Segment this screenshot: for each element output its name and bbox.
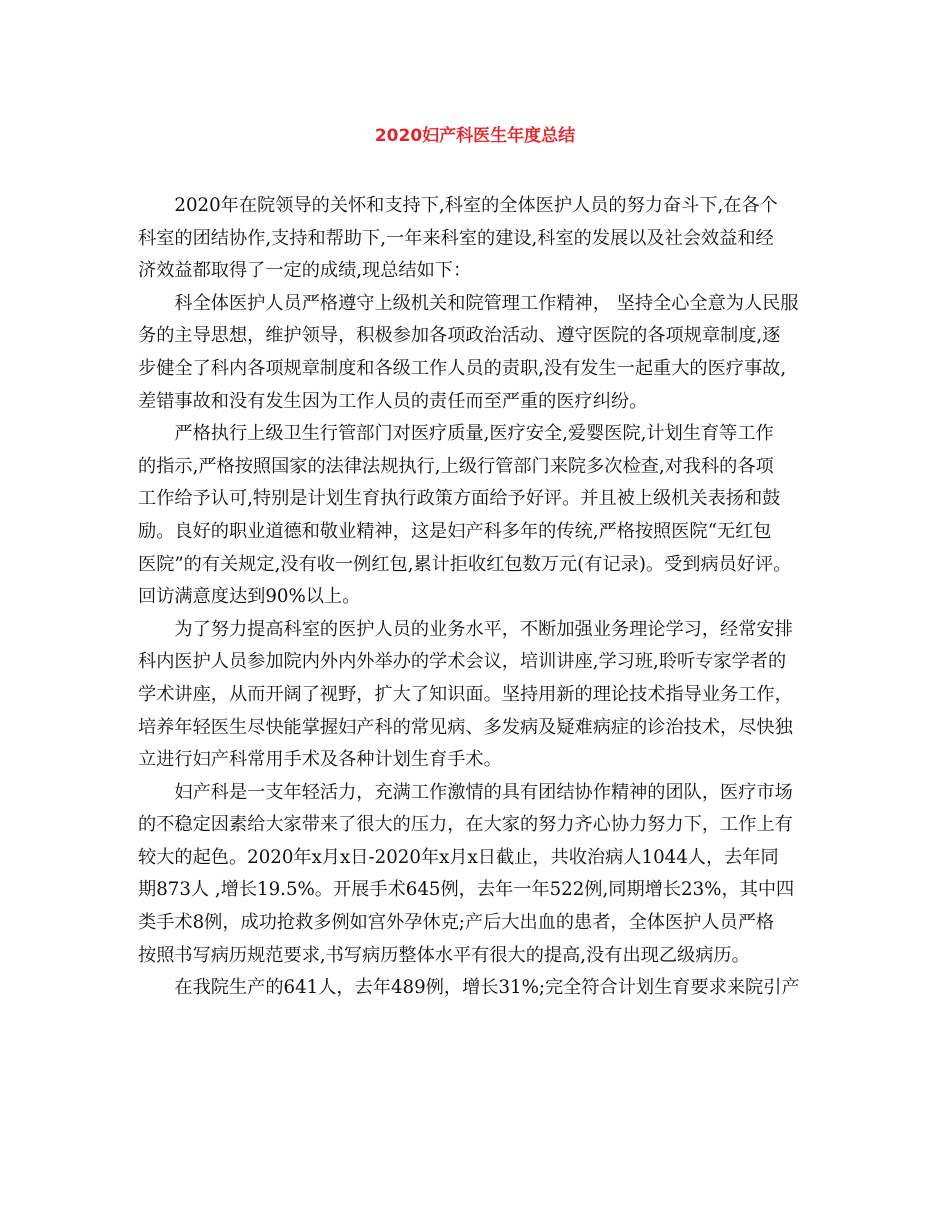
paragraph-2: 科全体医护人员严格遵守上级机关和院管理工作精神， 坚持全心全意为人民服 务的主导思想，维护领导，积极参加各项政治活动、遵守医院的各项规章制度,逐 步健全了科内各项规章制度和各级工作人员的责职,没有发生一起重大的医疗事故, 差错事故和没有发生因为工作人员的责任而至严重的医疗纠纷。: [138, 292, 799, 412]
paragraph-4: 为了努力提高科室的医护人员的业务水平，不断加强业务理论学习，经常安排 科内医护人员参加院内外内外举办的学术会议，培训讲座,学习班,聆听专家学者的 学术讲座，从而开阔了视野，扩大了知识面。坚持用新的理论技术指导业务工作， 培养年轻医生尽快能掌握妇产科的常见病、多发病及疑难病症的诊治技术，尽快独 立进行妇产科常用手术及各种计划生育手术。: [138, 618, 793, 771]
paragraph-5: 妇产科是一支年轻活力，充满工作激情的具有团结协作精神的团队，医疗市场 的不稳定因素给大家带来了很大的压力，在大家的努力齐心协力努力下，工作上有 较大的起色。2020年x月x日-2020年x月x日截止，共收治病人1044人，去年同 期873人 ,增长19.5%。开展手术645例，去年一年522例,同期增长23%，其中四 类手术8例，成功抢救多例如宫外孕休克;产后大出血的患者，全体医护人员严格 按照书写病历规范要求,书写病历整体水平有很大的提高,没有出现乙级病历。: [138, 781, 795, 966]
paragraph-6: 在我院生产的641人，去年489例，增长31%;完全符合计划生育要求来院引产: [174, 977, 800, 999]
paragraph-3: 严格执行上级卫生行管部门对医疗质量,医疗安全,爱婴医院,计划生育等工作 的指示,严格按照国家的法律法规执行,上级行管部门来院多次检查,对我科的各项 工作给予认可,特别是计划生育执行政策方面给予好评。并且被上级机关表扬和鼓 励。良好的职业道德和敬业精神，这是妇产科多年的传统,严格按照医院“无红包 医院”的有关规定,没有收一例红包,累计拒收红包数万元(有记录)。受到病员好评。 回访满意度达到90%以上。: [138, 423, 792, 608]
document-title: 2020妇产科医生年度总结: [374, 126, 576, 146]
paragraph-1: 2020年在院领导的关怀和支持下,科室的全体医护人员的努力奋斗下,在各个 科室的团结协作,支持和帮助下,一年来科室的建设,科室的发展以及社会效益和经 济效益都取得了一定的成绩,现总结如下：: [138, 195, 778, 282]
document-body: [138, 190, 814, 1005]
